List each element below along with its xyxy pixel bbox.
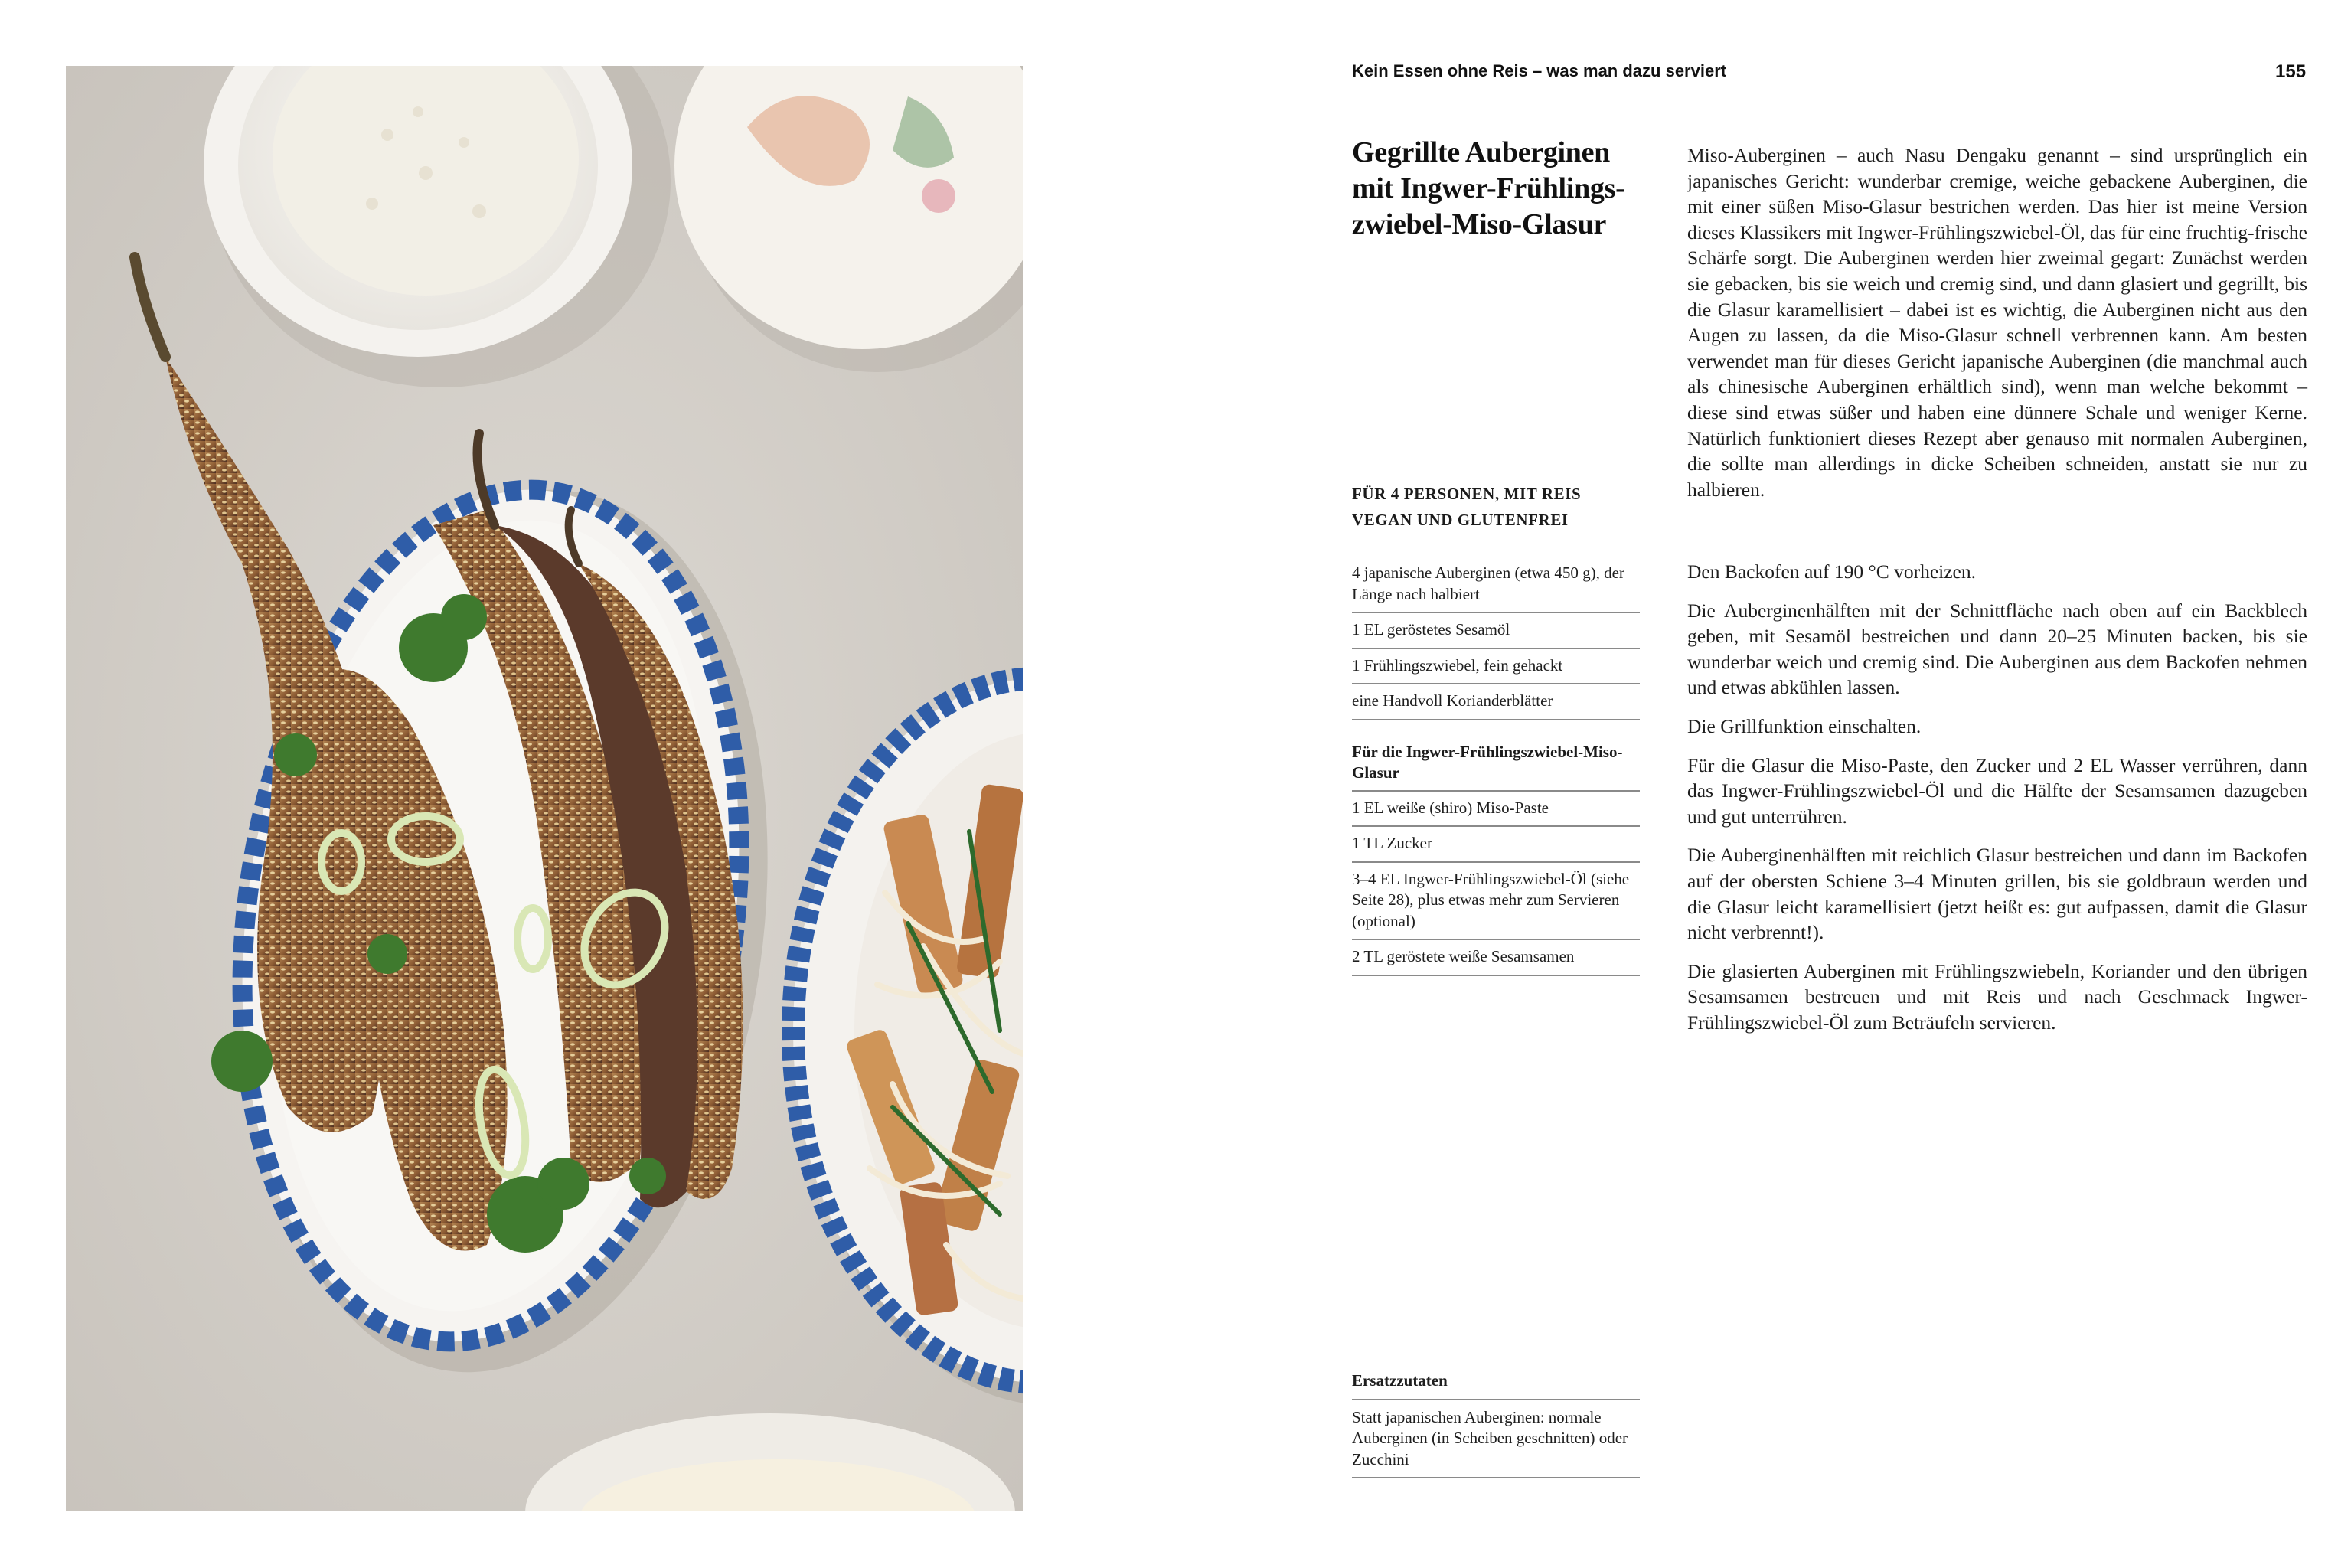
method-step: Die Auberginenhälften mit der Schnittfläche nach oben auf ein Backblech geben, mit Sesamöl bestreichen und dann 20–25 Minuten backen, bis sie wunderbar weich und cremig sind. Die Auberginen aus dem Backofen nehmen und etwas abkühlen lassen.: [1687, 599, 2307, 699]
substitutions-heading: Ersatzzutaten: [1352, 1370, 1640, 1400]
ingredient-item: 1 EL geröstetes Sesamöl: [1352, 613, 1640, 649]
glaze-subheading: Für die Ingwer-Frühlingszwiebel-Miso-Glasur: [1352, 720, 1640, 792]
glaze-ingredient-item: 1 TL Zucker: [1352, 827, 1640, 863]
glaze-ingredient-item: 3–4 EL Ingwer-Frühlingszwiebel-Öl (siehe Seite 28), plus etwas mehr zum Servieren (optional): [1352, 863, 1640, 941]
ingredient-item: 4 japanische Auberginen (etwa 450 g), der Länge nach halbiert: [1352, 563, 1640, 613]
page-number: 155: [2275, 61, 2307, 82]
yield-diet: VEGAN UND GLUTENFREI: [1352, 511, 1569, 529]
method-step: Den Backofen auf 190 °C vorheizen.: [1687, 560, 1976, 583]
food-photo: [66, 66, 1023, 1511]
recipe-intro: Miso-Auberginen – auch Nasu Dengaku genannt – sind ursprünglich ein japanisches Gericht: wunderbar cremige, weiche gebackene Auberginen, die mit einer süßen Miso-Glasur bestrichen werden. Das hier ist meine Version dieses Klassikers mit Ingwer-Frühlingszwiebel-Öl, das für eine fruchtig-frische Schärfe sorgt. Die Auberginen werden hier zweimal gegart: Zunächst werden sie gebacken, bis sie weich und cremig sind, und dann glasiert und gegrillt, bis die Glasur karamellisiert – dabei ist es wichtig, die Auberginen nicht aus den Augen zu lassen, da die Miso-Glasur schnell verbrennen kann. Am besten verwendet man für dieses Gericht japanische Auberginen (die manchmal auch als chinesische Auberginen erhältlich sind), wenn man welche bekommt – diese sind etwas süßer und haben eine dünnere Schale und weniger Kerne. Natürlich funktioniert dieses Rezept aber genauso mit normalen Auberginen, die sollte man allerdings in dicke Scheiben schneiden, anstatt sie nur zu halbieren.: [1687, 144, 2307, 501]
photo-illustration: [66, 66, 1023, 1511]
method-step: Für die Glasur die Miso-Paste, den Zucker und 2 EL Wasser verrühren, dann das Ingwer-Frühlingszwiebel-Öl und die Hälfte der Sesamsamen dazugeben und gut unterrühren.: [1687, 753, 2307, 828]
substitutions-text: Statt japanischen Auberginen: normale Auberginen (in Scheiben geschnitten) oder Zucchini: [1352, 1400, 1640, 1479]
glaze-ingredient-item: 2 TL geröstete weiße Sesamsamen: [1352, 940, 1640, 976]
running-head: Kein Essen ohne Reis – was man dazu serviert: [1352, 61, 1727, 80]
ingredient-list: [1352, 563, 1640, 976]
yield-info: [1352, 481, 1628, 533]
recipe-title: Gegrillte Auberginen mit Ingwer-Frühlings-zwiebel-Miso-Glasur: [1352, 136, 1625, 240]
method-steps: [1687, 559, 2307, 1049]
method-step: Die glasierten Auberginen mit Frühlingszwiebeln, Koriander und den übrigen Sesamsamen bestreuen und mit Reis und nach Geschmack Ingwer-Frühlingszwiebel-Öl zum Beträufeln servieren.: [1687, 959, 2307, 1034]
ingredient-item: 1 Frühlingszwiebel, fein gehackt: [1352, 649, 1640, 685]
ingredient-item: eine Handvoll Korianderblätter: [1352, 684, 1640, 720]
method-step: Die Grillfunktion einschalten.: [1687, 714, 1922, 737]
substitutions-box: [1352, 1370, 1640, 1478]
yield-servings: FÜR 4 PERSONEN, MIT REIS: [1352, 485, 1582, 503]
method-step: Die Auberginenhälften mit reichlich Glasur bestreichen und dann im Backofen auf der obersten Schiene 3–4 Minuten grillen, bis sie goldbraun werden und die Glasur leicht karamellisiert (jetzt heißt es: gut aufpassen, damit die Glasur nicht verbrennt!).: [1687, 844, 2307, 944]
glaze-ingredient-item: 1 EL weiße (shiro) Miso-Paste: [1352, 792, 1640, 828]
